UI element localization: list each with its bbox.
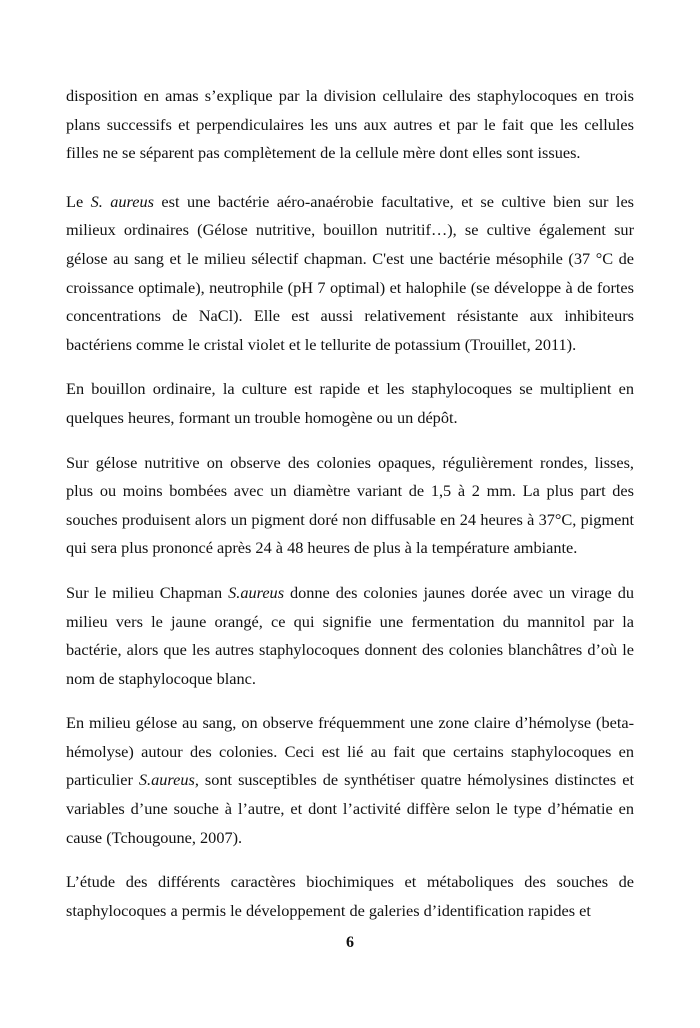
paragraph-biochemical-study <box>66 868 634 925</box>
species-name-italic: S.aureus <box>138 770 195 790</box>
text-run: En milieu gélose au sang, on observe fréquemment une zone claire d’hémolyse (beta-hémolyse) autour des colonies. Ceci est lié au fait que certains staphylocoques en particulier <box>66 713 634 790</box>
paragraph-cell-division <box>66 82 634 168</box>
text-run: disposition en amas s’explique par la division cellulaire des staphylocoques en trois plans successifs et perpendiculaires les uns aux autres et par le fait que les cellules filles ne se séparent pas complètement de la cellule mère dont elles sont issues. <box>66 86 634 163</box>
text-run: donne des colonies jaunes dorée avec un virage du milieu vers le jaune orangé, ce qui signifie une fermentation du mannitol par la bactérie, alors que les autres staphylocoques donnent des colonies blanchâtres d’où le nom de staphylocoque blanc. <box>66 582 634 688</box>
text-run: L’étude des différents caractères biochimiques et métaboliques des souches de staphylocoques a permis le développement de galeries d’identification rapides et <box>66 872 634 920</box>
text-run: Le <box>66 191 91 211</box>
species-name-italic: S. aureus <box>90 191 154 211</box>
paragraph-blood-agar <box>66 709 634 852</box>
paragraph-culture-conditions <box>66 188 634 360</box>
text-run: Sur gélose nutritive on observe des colonies opaques, régulièrement rondes, lisses, plus ou moins bombées avec un diamètre variant de 1,5 à 2 mm. La plus part des souches produisent alors un pigment doré non diffusable en 24 heures à 37°C, pigment qui sera plus prononcé après 24 à 48 heures de plus à la température ambiante. <box>66 452 634 558</box>
page-number: 6 <box>346 934 354 951</box>
page-body <box>66 82 634 925</box>
paragraph-nutrient-agar <box>66 449 634 563</box>
species-name-italic: S.aureus <box>228 582 285 602</box>
paragraph-chapman-medium <box>66 579 634 693</box>
text-run: , sont susceptibles de synthétiser quatre hémolysines distinctes et variables d’une souche à l’autre, et dont l’activité diffère selon le type d’hématie en cause (Tchougoune, 2007). <box>66 770 635 847</box>
text-run: En bouillon ordinaire, la culture est rapide et les staphylocoques se multiplient en quelques heures, formant un trouble homogène ou un dépôt. <box>66 379 634 427</box>
text-run: est une bactérie aéro-anaérobie facultative, et se cultive bien sur les milieux ordinaires (Gélose nutritive, bouillon nutritif…), se cultive également sur gélose au sang et le milieu sélectif chapman. C'est une bactérie mésophile (37 °C de croissance optimale), neutrophile (pH 7 optimal) et halophile (se développe à de fortes concentrations de NaCl). Elle est aussi relativement résistante aux inhibiteurs bactériens comme le cristal violet et le tellurite de potassium (Trouillet, 2011). <box>66 191 634 354</box>
text-run: Sur le milieu Chapman <box>66 582 229 602</box>
paragraph-broth-culture <box>66 375 634 432</box>
